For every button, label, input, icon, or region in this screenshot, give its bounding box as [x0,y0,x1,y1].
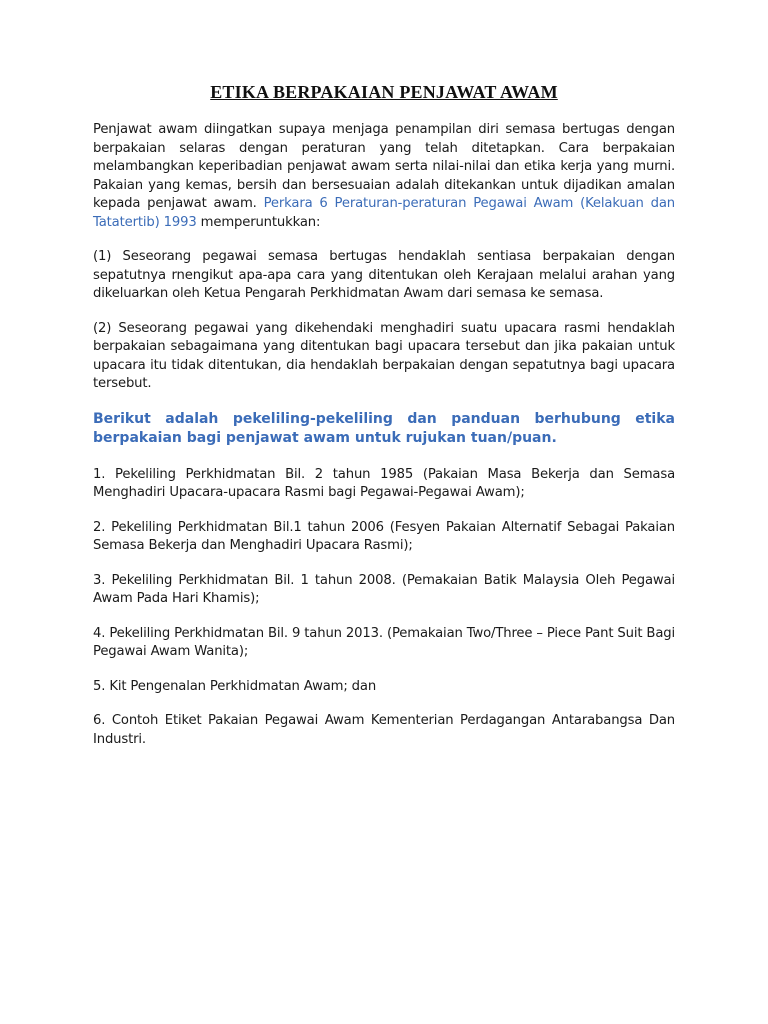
regulation-reference-link[interactable]: Perkara 6 Peraturan-peraturan Pegawai Awam (Kelakuan dan Tatatertib) 1993 [93,196,675,230]
list-item: 2. Pekeliling Perkhidmatan Bil.1 tahun 2006 (Fesyen Pakaian Alternatif Sebagai Pakaian Semasa Bekerja dan Menghadiri Upacara Rasmi); [93,519,675,553]
intro-text: Penjawat awam diingatkan supaya menjaga penampilan diri semasa bertugas dengan berpakaian selaras dengan peraturan yang telah ditetapkan. Cara berpakaian melambangkan keperibadian penjawat awam serta nilai-nilai dan etika kerja yang murni. Pakaian yang kemas, bersih dan bersesuaian adalah ditekankan untuk dijadikan amalan kepada penjawat awam. [93,122,675,211]
clause-1: (1) Seseorang pegawai semasa bertugas hendaklah sentiasa berpakaian dengan sepatutnya rnengikut apa-apa cara yang ditentukan oleh Kerajaan melalui arahan yang dikeluarkan oleh Ketua Pengarah Perkhidmatan Awam dari semasa ke semasa. [93,249,675,301]
list-item: 3. Pekeliling Perkhidmatan Bil. 1 tahun 2008. (Pemakaian Batik Malaysia Oleh Pegawai Awam Pada Hari Khamis); [93,572,675,606]
list-item: 4. Pekeliling Perkhidmatan Bil. 9 tahun 2013. (Pemakaian Two/Three – Piece Pant Suit Bagi Pegawai Awam Wanita); [93,625,675,659]
list-item: 5. Kit Pengenalan Perkhidmatan Awam; dan [93,678,377,694]
list-item: 1. Pekeliling Perkhidmatan Bil. 2 tahun 1985 (Pakaian Masa Bekerja dan Semasa Menghadiri Upacara-upacara Rasmi bagi Pegawai-Pegawai Awam); [93,466,675,500]
document-page [93,82,675,765]
list-item: 6. Contoh Etiket Pakaian Pegawai Awam Kementerian Perdagangan Antarabangsa Dan Industri. [93,713,675,747]
circulars-subheading: Berikut adalah pekeliling-pekeliling dan panduan berhubung etika berpakaian bagi penjawat awam untuk rujukan tuan/puan. [93,410,675,446]
circulars-list [93,466,675,750]
clause-2: (2) Seseorang pegawai yang dikehendaki menghadiri suatu upacara rasmi hendaklah berpakaian sebagaimana yang ditentukan bagi upacara tersebut dan jika pakaian untuk upacara itu tidak ditentukan, dia hendaklah berpakaian dengan sepatutnya bagi upacara tersebut. [93,320,675,391]
intro-suffix: memperuntukkan: [196,214,321,230]
document-title: ETIKA BERPAKAIAN PENJAWAT AWAM [210,82,558,102]
intro-paragraph [93,121,675,232]
